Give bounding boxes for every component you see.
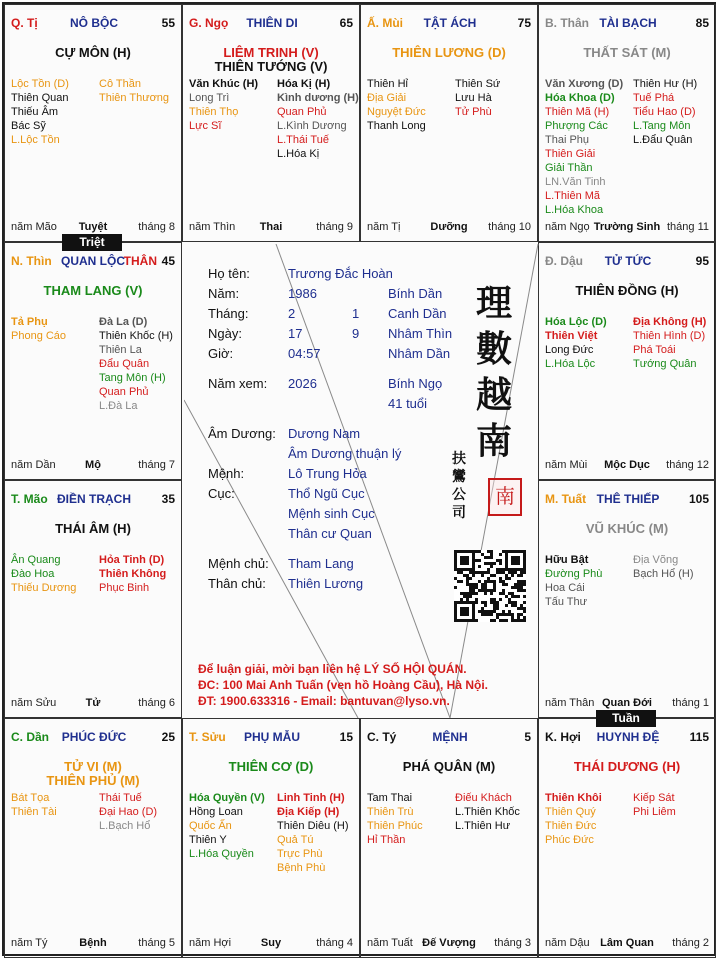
than-cu-note: Thân cư Quan [288, 526, 372, 541]
star-item: Đà La (D) [99, 316, 148, 328]
footer-year: năm Ngọ [545, 221, 590, 233]
star-item: L.Thái Tuế [277, 134, 329, 146]
footer-month: tháng 6 [138, 697, 175, 709]
star-item: Hỉ Thần [367, 834, 406, 846]
main-star: THAM LANG (V) [43, 283, 143, 298]
hour-canchi: Nhâm Dần [388, 346, 451, 361]
palace-ngo[interactable] [182, 4, 360, 242]
palace-footer [189, 221, 353, 235]
menh-label: Mệnh: [208, 466, 245, 481]
footer-year: năm Hợi [189, 937, 232, 949]
palace-header [545, 254, 711, 270]
main-star: THÁI DƯƠNG (H) [573, 759, 681, 774]
star-item: Quan Phủ [277, 106, 327, 118]
star-item: Thiên La [99, 344, 142, 356]
footer-stage: Tử [85, 697, 101, 709]
main-star: THIÊN LƯƠNG (D) [392, 45, 506, 60]
star-item: L.Bạch Hổ [99, 820, 151, 832]
am-duong-label: Âm Dương: [208, 426, 276, 441]
palace-number: 25 [161, 730, 175, 744]
tuan-tag: Tuần [596, 710, 656, 727]
minor-stars-left [189, 77, 258, 133]
footer-stage: Mộc Dục [604, 459, 650, 471]
star-item: Quan Phủ [99, 386, 149, 398]
minor-stars-left [367, 791, 423, 847]
minor-stars-right [633, 77, 697, 147]
star-item: L.Thiên Hư [455, 820, 511, 832]
minor-stars-left [11, 315, 66, 343]
star-item: Bát Tọa [11, 792, 50, 804]
star-item: L.Tang Môn [633, 120, 691, 132]
star-item: Ân Quang [11, 554, 61, 566]
palace-tuat[interactable] [538, 480, 716, 718]
star-item: Quả Tú [277, 834, 314, 846]
month-label: Tháng: [208, 306, 249, 321]
footer-month: tháng 5 [138, 937, 175, 949]
contact-line-3: ĐT: 1900.633316 - Email: bantuvan@lyso.vn. [198, 694, 450, 708]
star-item: Thai Phụ [545, 134, 590, 146]
footer-stage: Thai [259, 221, 283, 233]
star-item: Địa Không (H) [633, 316, 707, 328]
footer-stage: Dưỡng [430, 221, 468, 233]
main-star: THẤT SÁT (M) [583, 45, 671, 60]
year-label: Năm: [208, 286, 240, 301]
view-year-value: 2026 [288, 376, 317, 391]
month-lunar: 1 [352, 306, 360, 321]
star-item: L.Thiên Khốc [455, 806, 520, 818]
footer-stage: Trường Sinh [593, 221, 661, 233]
footer-stage: Quan Đới [602, 697, 652, 709]
footer-stage: Tuyệt [78, 221, 108, 233]
palace-header [189, 16, 355, 32]
footer-month: tháng 12 [666, 459, 709, 471]
palace-name: TỬ TỨC [604, 254, 652, 268]
star-item: Tướng Quân [633, 358, 697, 370]
star-item: Tam Thai [367, 792, 413, 804]
star-item: Thanh Long [367, 120, 426, 132]
palace-name: ĐIỀN TRẠCH [57, 492, 131, 506]
main-star: THIÊN TƯỚNG (V) [214, 59, 328, 74]
triet-tag: Triệt [62, 234, 122, 251]
star-item: Thiên Tài [11, 806, 57, 818]
palace-header [367, 730, 533, 746]
minor-stars-right [455, 791, 520, 833]
star-item: Thiên Phúc [367, 820, 423, 832]
palace-footer [367, 221, 531, 235]
palace-number: 5 [524, 730, 531, 744]
star-item: Địa Kiếp (H) [277, 806, 340, 818]
palace-number: 115 [689, 730, 709, 744]
minor-stars-left [11, 77, 69, 147]
footer-month: tháng 2 [672, 937, 709, 949]
star-item: Đẩu Quân [99, 358, 150, 370]
palace-number: 75 [517, 16, 531, 30]
main-star: VŨ KHÚC (M) [585, 521, 669, 536]
minor-stars-right [99, 315, 173, 413]
minor-stars-right [99, 553, 166, 595]
palace-branch: G. Ngọ [189, 16, 229, 30]
day-canchi: Nhâm Thìn [388, 326, 453, 341]
than-chu-label: Thân chủ: [208, 576, 266, 591]
palace-number: 95 [695, 254, 709, 268]
star-item: Tả Phụ [11, 316, 48, 328]
palace-name: TẬT ÁCH [423, 16, 477, 30]
palace-footer [11, 221, 175, 235]
minor-stars-right [99, 791, 157, 833]
star-item: L.Hóa Lộc [545, 358, 596, 370]
star-item: Thiên Hình (D) [633, 330, 706, 342]
star-item: Đào Hoa [11, 568, 55, 580]
palace-name: THIÊN DI [246, 16, 298, 30]
palace-name: NÔ BỘC [70, 16, 118, 30]
palace-footer [11, 937, 175, 951]
palace-hoi[interactable] [538, 718, 716, 958]
name-label: Họ tên: [208, 266, 250, 281]
contact-line-2: ĐC: 100 Mai Anh Tuấn (ven hồ Hoàng Cầu), Hà Nội. [198, 678, 489, 692]
star-item: Hữu Bật [545, 554, 589, 566]
cuc-value: Thổ Ngũ Cục [288, 486, 365, 501]
main-star: THIÊN ĐỒNG (H) [575, 283, 679, 298]
star-item: Bác Sỹ [11, 120, 46, 132]
minor-stars-left [545, 77, 623, 217]
star-item: Thiên Trù [367, 806, 414, 818]
palace-footer [367, 937, 531, 951]
palace-name: THÊ THIẾP [596, 492, 660, 506]
calligraphy-small: 扶鸞公司 [452, 451, 466, 521]
star-item: Trực Phù [277, 848, 323, 860]
star-item: Kiếp Sát [633, 792, 675, 804]
star-item: Tiểu Hao (D) [633, 106, 696, 118]
footer-year: năm Thân [545, 697, 595, 709]
palace-branch: C. Dần [11, 730, 50, 744]
palace-than-mark: THÂN [123, 254, 157, 268]
star-item: Hồng Loan [189, 806, 243, 818]
minor-stars-left [545, 553, 602, 609]
footer-month: tháng 10 [488, 221, 531, 233]
main-star: LIÊM TRINH (V) [223, 45, 319, 60]
star-item: Thiên Hư (H) [633, 78, 698, 90]
palace-header [11, 730, 177, 746]
minor-stars-left [11, 553, 76, 595]
star-item: Linh Tinh (H) [277, 792, 345, 804]
star-item: Bạch Hổ (H) [633, 568, 694, 580]
day-lunar: 9 [352, 326, 360, 341]
hour-label: Giờ: [208, 346, 234, 361]
month-value: 2 [288, 306, 296, 321]
star-item: L.Hóa Quyền [189, 848, 254, 860]
star-item: Văn Xương (D) [545, 78, 624, 90]
minor-stars-right [277, 77, 359, 161]
star-item: Hỏa Tinh (D) [99, 554, 165, 566]
star-item: Thiên Thương [99, 92, 170, 104]
palace-header [545, 492, 711, 508]
palace-footer [11, 697, 175, 711]
footer-month: tháng 7 [138, 459, 175, 471]
palace-dan[interactable] [4, 718, 182, 958]
palace-footer [545, 937, 709, 951]
palace-name: TÀI BẠCH [599, 16, 657, 30]
horoscope-board [2, 2, 716, 956]
am-duong-note: Âm Dương thuận lý [288, 446, 402, 461]
month-canchi: Canh Dần [388, 306, 447, 321]
star-item: Địa Võng [633, 554, 679, 566]
star-item: Thiên Mã (H) [545, 106, 610, 118]
footer-month: tháng 4 [316, 937, 353, 949]
star-item: Thiên Sứ [455, 78, 501, 90]
main-star: THÁI ÂM (H) [55, 521, 131, 536]
palace-name: PHÚC ĐỨC [61, 730, 127, 744]
star-item: Thiên Đức [545, 820, 597, 832]
palace-header [189, 730, 355, 746]
cuc-label: Cục: [208, 486, 235, 501]
star-item: Tang Môn (H) [99, 372, 166, 384]
star-item: Tử Phù [455, 106, 492, 118]
view-year-label: Năm xem: [208, 376, 268, 391]
palace-name: PHỤ MẪU [244, 730, 300, 744]
star-item: Thiên Thọ [189, 106, 239, 118]
star-item: Hóa Kị (H) [277, 78, 331, 90]
star-item: Thiên Khôi [545, 792, 602, 804]
center-info-panel [184, 244, 540, 720]
star-item: Nguyệt Đức [367, 106, 426, 118]
palace-header [11, 254, 177, 270]
palace-thin[interactable] [4, 242, 182, 480]
menh-chu-label: Mệnh chủ: [208, 556, 269, 571]
star-item: Thiếu Âm [11, 106, 59, 118]
palace-header [545, 730, 711, 746]
palace-name: QUAN LỘC [61, 254, 125, 268]
qr-code[interactable] [454, 550, 526, 622]
star-item: Cô Thần [99, 78, 141, 90]
star-item: Thiên Hỉ [367, 78, 408, 90]
footer-year: năm Dậu [545, 937, 590, 949]
main-star: TỬ VI (M) [64, 759, 122, 774]
star-item: LN.Văn Tinh [545, 176, 606, 188]
palace-branch: C. Tý [367, 730, 397, 744]
star-item: Giải Thần [545, 162, 593, 174]
than-chu-value: Thiên Lương [288, 576, 364, 591]
footer-month: tháng 3 [494, 937, 531, 949]
star-item: Phúc Đức [545, 834, 594, 846]
star-item: L.Thiên Mã [545, 190, 601, 202]
palace-branch: Đ. Dậu [545, 254, 584, 268]
am-duong-value: Dương Nam [288, 426, 361, 441]
star-item: Hóa Khoa (D) [545, 92, 615, 104]
year-value: 1986 [288, 286, 317, 301]
footer-year: năm Mùi [545, 459, 588, 471]
star-item: Phong Cáo [11, 330, 67, 342]
palace-header [367, 16, 533, 32]
palace-branch: B. Thân [545, 16, 589, 30]
palace-ty[interactable] [360, 718, 538, 958]
palace-number: 55 [161, 16, 175, 30]
minor-stars-right [277, 791, 349, 875]
footer-month: tháng 1 [672, 697, 709, 709]
minor-stars-right [455, 77, 500, 119]
footer-year: năm Dần [11, 459, 56, 471]
palace-than[interactable] [538, 4, 716, 242]
palace-number: 35 [161, 492, 175, 506]
palace-branch: T. Mão [11, 492, 48, 506]
star-item: Điếu Khách [455, 792, 512, 804]
palace-footer [545, 459, 709, 473]
palace-number: 85 [695, 16, 709, 30]
footer-stage: Bệnh [79, 937, 107, 949]
star-item: Thiên Việt [545, 330, 598, 342]
palace-footer [545, 221, 709, 235]
palace-branch: N. Thìn [11, 254, 52, 268]
star-item: Tuế Phá [633, 92, 675, 104]
star-item: Tấu Thư [545, 596, 588, 608]
palace-mao[interactable] [4, 480, 182, 718]
view-year-canchi: Bính Ngọ [388, 376, 443, 391]
day-label: Ngày: [208, 326, 242, 341]
star-item: Thái Tuế [99, 792, 142, 804]
red-seal: 南 [488, 478, 522, 516]
hour-value: 04:57 [288, 346, 321, 361]
star-item: Đường Phù [545, 568, 603, 580]
palace-footer [545, 697, 709, 711]
palace-branch: Q. Tị [11, 16, 38, 30]
star-item: Hoa Cái [545, 582, 585, 594]
star-item: L.Đẩu Quân [633, 134, 693, 146]
palace-branch: Ấ. Mùi [367, 16, 403, 30]
menh-chu-value: Tham Lang [288, 556, 354, 571]
age-value: 41 tuổi [388, 396, 428, 411]
main-star: THIÊN CƠ (D) [228, 759, 314, 774]
palace-name: MỆNH [432, 730, 468, 744]
palace-branch: M. Tuất [545, 492, 587, 506]
palace-header [545, 16, 711, 32]
footer-year: năm Tý [11, 937, 48, 949]
footer-year: năm Mão [11, 221, 57, 233]
year-canchi: Bính Dần [388, 286, 443, 301]
footer-stage: Lâm Quan [600, 937, 654, 949]
star-item: Lộc Tồn (D) [11, 78, 69, 90]
footer-year: năm Sửu [11, 697, 57, 709]
palace-number: 15 [339, 730, 353, 744]
palace-suu[interactable] [182, 718, 360, 958]
minor-stars-right [99, 77, 169, 105]
star-item: Kình dương (H) [277, 92, 359, 104]
star-item: Quốc Ấn [189, 820, 232, 832]
footer-month: tháng 9 [316, 221, 353, 233]
minor-stars-right [633, 315, 706, 371]
footer-month: tháng 11 [666, 221, 709, 233]
palace-number: 65 [339, 16, 353, 30]
minor-stars-left [189, 791, 265, 861]
contact-line-1: Để luận giải, mời bạn liên hệ LÝ SỐ HỘI QUÁN. [198, 662, 467, 676]
minor-stars-left [367, 77, 426, 133]
star-item: Thiên Không [99, 568, 167, 580]
star-item: Lưu Hà [455, 92, 492, 104]
star-item: Địa Giải [367, 92, 407, 104]
main-star: PHÁ QUÂN (M) [402, 759, 496, 774]
star-item: Thiên Giải [545, 148, 596, 160]
palace-name: HUYNH ĐỆ [596, 730, 660, 744]
footer-stage: Mộ [85, 459, 101, 471]
star-item: Long Trì [189, 92, 230, 104]
minor-stars-left [545, 791, 602, 847]
star-item: L.Đà La [99, 400, 138, 412]
footer-stage: Suy [260, 937, 282, 949]
star-item: Thiên Quan [11, 92, 69, 104]
star-item: Thiên Y [189, 834, 227, 846]
star-item: Thiên Quý [545, 806, 596, 818]
palace-header [11, 16, 177, 32]
menh-value: Lô Trung Hỏa [288, 466, 367, 481]
star-item: Bệnh Phù [277, 862, 326, 874]
palace-mui[interactable] [360, 4, 538, 242]
star-item: Thiếu Dương [11, 582, 77, 594]
palace-number: 105 [688, 492, 709, 506]
star-item: Lực Sĩ [189, 120, 222, 132]
star-item: L.Hóa Kị [277, 148, 320, 160]
palace-branch: K. Hợi [545, 730, 581, 744]
minor-stars-right [633, 791, 676, 819]
star-item: Hóa Quyền (V) [189, 792, 265, 804]
star-item: Hóa Lộc (D) [545, 316, 607, 328]
palace-header [11, 492, 177, 508]
star-item: Long Đức [545, 344, 594, 356]
star-item: Đại Hao (D) [99, 806, 158, 818]
star-item: L.Lộc Tồn [11, 134, 60, 146]
palace-branch: T. Sửu [189, 730, 226, 744]
star-item: Phượng Các [545, 120, 608, 132]
star-item: Thiên Khốc (H) [99, 330, 173, 342]
main-star: CỰ MÔN (H) [55, 45, 131, 60]
footer-year: năm Tị [367, 221, 401, 233]
main-star: THIÊN PHỦ (M) [46, 773, 140, 788]
star-item: Thiên Diêu (H) [277, 820, 349, 832]
calligraphy-logo: 理數越南 [476, 282, 513, 462]
palace-footer [11, 459, 175, 473]
palace-footer [189, 937, 353, 951]
day-value: 17 [288, 326, 303, 341]
name-value: Trương Đắc Hoàn [288, 266, 393, 281]
minor-stars-left [545, 315, 607, 371]
star-item: Phi Liêm [633, 806, 676, 818]
minor-stars-right [633, 553, 694, 581]
footer-year: năm Tuất [367, 937, 413, 949]
palace-dau[interactable] [538, 242, 716, 480]
footer-month: tháng 8 [138, 221, 175, 233]
star-item: Văn Khúc (H) [189, 78, 259, 90]
star-item: Phục Binh [99, 582, 150, 594]
star-item: L.Kình Dương [277, 120, 347, 132]
palace-position [11, 254, 52, 268]
footer-stage: Đế Vượng [422, 937, 476, 949]
minor-stars-left [11, 791, 57, 819]
palace-ti[interactable] [4, 4, 182, 242]
palace-number: 45 [161, 254, 175, 268]
cuc-note: Mệnh sinh Cục [288, 506, 375, 521]
star-item: L.Hóa Khoa [545, 204, 604, 216]
star-item: Phá Toái [633, 344, 676, 356]
footer-year: năm Thìn [189, 221, 236, 233]
